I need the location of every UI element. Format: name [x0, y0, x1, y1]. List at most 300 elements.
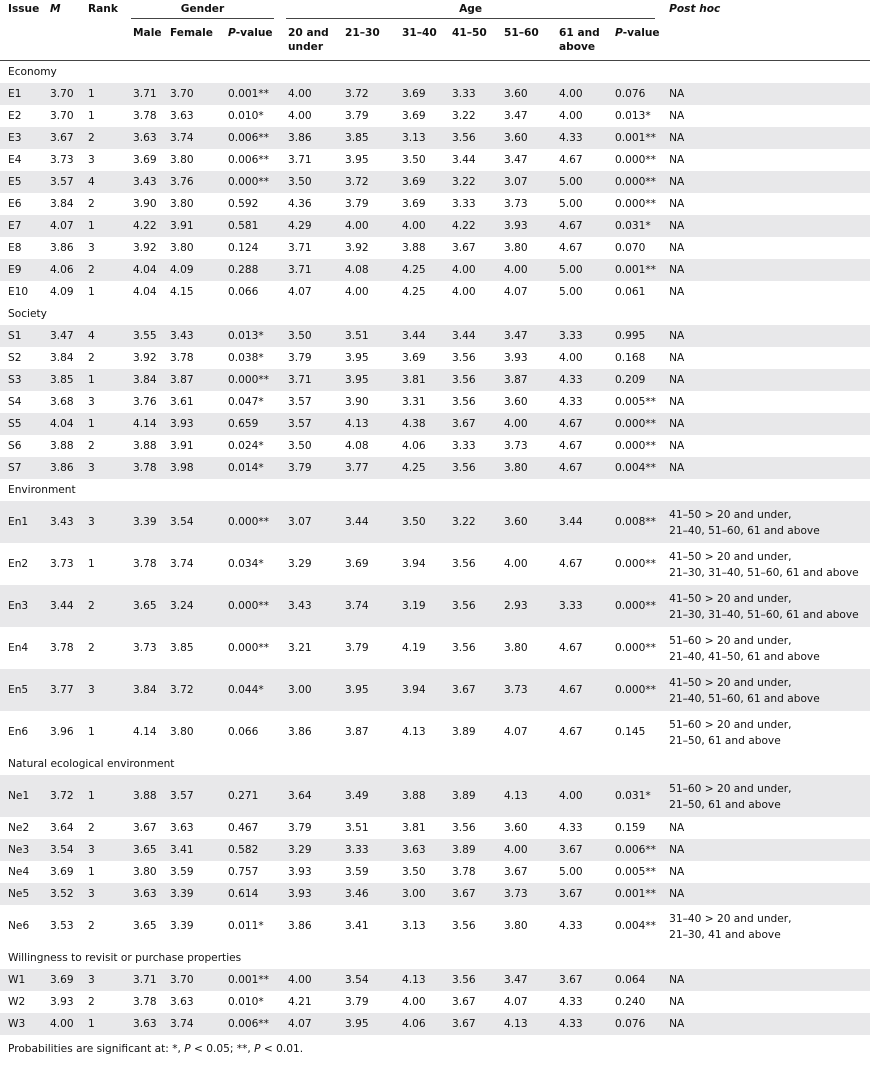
cell-gender-p: 0.044*	[220, 669, 280, 711]
cell-age-61-above: 3.67	[551, 839, 607, 861]
cell-age-p: 0.240	[615, 996, 646, 1008]
cell-mean: 3.70	[42, 83, 80, 105]
cell-male: 3.55	[125, 325, 162, 347]
table-row	[0, 347, 870, 369]
cell-rank: 2	[88, 440, 95, 452]
cell-male: 3.78	[133, 110, 157, 122]
cell-age-p: 0.001**	[607, 883, 661, 905]
cell-age-41-50: 3.67	[452, 242, 476, 254]
section-title: Environment	[0, 479, 870, 501]
table-row	[0, 215, 870, 237]
cell-rank: 1	[88, 558, 95, 570]
cell-female: 3.91	[162, 215, 220, 237]
cell-age-41-50: 3.33	[452, 198, 476, 210]
cell-age-31-40: 3.69	[394, 83, 444, 105]
cell-age-41-50: 3.78	[452, 866, 476, 878]
cell-rank: 2	[88, 352, 95, 364]
post-hoc-line: NA	[669, 396, 685, 408]
cell-male: 3.80	[133, 866, 157, 878]
cell-rank: 3	[80, 457, 125, 479]
cell-issue: En2	[8, 558, 29, 570]
cell-age-20-under: 3.29	[288, 558, 312, 570]
header-line: under	[288, 41, 324, 53]
p-suffix: -value	[622, 27, 660, 39]
cell-age-31-40: 3.63	[394, 839, 444, 861]
cell-age-61-above: 4.67	[551, 669, 607, 711]
p-letter: P	[228, 27, 236, 39]
cell-age-20-under: 4.00	[280, 969, 337, 991]
cell-issue: E10	[8, 286, 29, 298]
cell-age-20-under: 3.93	[288, 866, 312, 878]
cell-gender-p: 0.757	[228, 866, 259, 878]
post-hoc-line: NA	[669, 286, 685, 298]
cell-rank: 1	[88, 866, 95, 878]
cell-age-41-50: 3.56	[452, 396, 476, 408]
cell-age-20-under: 3.71	[280, 369, 337, 391]
cell-issue: Ne5	[0, 883, 42, 905]
cell-age-21-30: 3.54	[337, 969, 394, 991]
cell-age-61-above: 5.00	[551, 259, 607, 281]
cell-mean: 3.64	[50, 822, 74, 834]
cell-mean: 3.84	[50, 198, 74, 210]
post-hoc-line: 41–50 > 20 and under,	[669, 509, 792, 521]
cell-age-21-30: 3.95	[337, 1013, 394, 1035]
cell-issue: S6	[8, 440, 22, 452]
cell-age-20-under: 3.43	[280, 585, 337, 627]
cell-age-p: 0.013*	[615, 110, 651, 122]
cell-rank: 1	[80, 775, 125, 817]
section-title: Society	[0, 303, 870, 325]
cell-mean: 4.06	[42, 259, 80, 281]
cell-age-41-50: 3.33	[452, 440, 476, 452]
cell-age-61-above: 4.67	[559, 726, 583, 738]
table-row	[0, 969, 870, 991]
section-row	[0, 947, 870, 969]
table-row	[0, 435, 870, 457]
table-row	[0, 127, 870, 149]
cell-female: 3.91	[170, 440, 194, 452]
table-row	[0, 369, 870, 391]
post-hoc-line: 31–40 > 20 and under,	[669, 913, 792, 925]
cell-post-hoc	[661, 817, 870, 839]
cell-rank: 1	[80, 1013, 125, 1035]
table-row	[0, 585, 870, 627]
post-hoc-line: NA	[669, 198, 685, 210]
section-title: Willingness to revisit or purchase properties	[0, 947, 870, 969]
cell-age-p: 0.064	[607, 969, 661, 991]
cell-female: 3.98	[162, 457, 220, 479]
cell-post-hoc	[661, 281, 870, 303]
cell-age-41-50: 3.56	[444, 585, 496, 627]
cell-age-31-40: 3.31	[402, 396, 426, 408]
cell-mean: 3.86	[42, 457, 80, 479]
cell-age-41-50: 3.22	[444, 171, 496, 193]
cell-issue: S5	[0, 413, 42, 435]
cell-issue: E3	[0, 127, 42, 149]
cell-mean: 3.73	[50, 154, 74, 166]
cell-male: 3.39	[125, 501, 162, 543]
cell-age-51-60: 4.07	[504, 996, 528, 1008]
cell-age-21-30: 3.95	[337, 669, 394, 711]
cell-issue: E8	[8, 242, 22, 254]
cell-rank: 1	[88, 286, 95, 298]
cell-age-61-above: 5.00	[559, 198, 583, 210]
cell-age-21-30: 3.95	[345, 352, 369, 364]
header-age-21-30: 21–30	[337, 23, 394, 61]
cell-age-41-50: 4.22	[444, 215, 496, 237]
cell-age-20-under: 3.07	[280, 501, 337, 543]
cell-rank: 1	[80, 215, 125, 237]
cell-age-41-50: 4.00	[444, 259, 496, 281]
cell-age-41-50: 3.56	[444, 369, 496, 391]
cell-mean: 3.53	[50, 920, 74, 932]
cell-age-20-under: 3.79	[288, 352, 312, 364]
cell-post-hoc	[661, 105, 870, 127]
cell-mean: 3.69	[50, 866, 74, 878]
post-hoc-line: 41–50 > 20 and under,	[669, 677, 792, 689]
cell-post-hoc	[661, 775, 870, 817]
cell-age-21-30: 3.90	[345, 396, 369, 408]
cell-age-31-40: 3.88	[394, 775, 444, 817]
cell-issue: Ne4	[8, 866, 30, 878]
cell-age-21-30: 4.00	[337, 215, 394, 237]
cell-gender-p: 0.000**	[220, 171, 280, 193]
cell-age-31-40: 3.88	[402, 242, 426, 254]
header-age-61-above	[551, 23, 607, 61]
section-row	[0, 753, 870, 775]
cell-mean: 3.57	[42, 171, 80, 193]
cell-age-31-40: 4.00	[394, 215, 444, 237]
cell-mean: 3.70	[50, 110, 74, 122]
table-row	[0, 193, 870, 215]
table-row	[0, 281, 870, 303]
cell-gender-p: 0.467	[228, 822, 259, 834]
cell-rank: 1	[80, 83, 125, 105]
cell-age-51-60: 3.60	[504, 822, 528, 834]
cell-age-61-above: 4.67	[551, 413, 607, 435]
cell-male: 3.78	[133, 558, 157, 570]
cell-age-21-30: 3.72	[337, 171, 394, 193]
footnote-text: Probabilities are significant at: *,	[8, 1043, 185, 1055]
cell-male: 3.88	[125, 775, 162, 817]
cell-male: 4.04	[133, 286, 157, 298]
cell-age-21-30: 3.49	[337, 775, 394, 817]
cell-age-41-50: 3.89	[444, 839, 496, 861]
cell-age-p: 0.076	[607, 1013, 661, 1035]
cell-male: 3.71	[125, 969, 162, 991]
cell-age-31-40: 3.50	[402, 866, 426, 878]
section-title: Economy	[0, 61, 870, 84]
cell-mean: 3.54	[42, 839, 80, 861]
cell-mean: 4.07	[42, 215, 80, 237]
header-mean: M	[42, 0, 80, 23]
cell-female: 3.85	[170, 642, 194, 654]
cell-age-61-above: 4.33	[559, 396, 583, 408]
cell-female: 3.63	[170, 110, 194, 122]
post-hoc-line: NA	[669, 154, 685, 166]
cell-age-p: 0.005**	[615, 396, 656, 408]
footnote-text: < 0.05; **,	[190, 1043, 255, 1055]
table-row	[0, 991, 870, 1013]
cell-age-20-under: 3.79	[280, 457, 337, 479]
cell-age-41-50: 3.56	[444, 969, 496, 991]
cell-post-hoc	[661, 171, 870, 193]
cell-age-21-30: 3.79	[345, 110, 369, 122]
p-letter: P	[615, 27, 623, 39]
cell-age-20-under: 3.93	[280, 883, 337, 905]
post-hoc-line: NA	[669, 1018, 685, 1030]
cell-issue: E1	[0, 83, 42, 105]
table-body	[0, 61, 870, 1036]
cell-age-61-above: 4.67	[559, 558, 583, 570]
post-hoc-line: NA	[669, 132, 685, 144]
cell-age-21-30: 4.13	[337, 413, 394, 435]
cell-age-51-60: 4.00	[504, 558, 528, 570]
cell-female: 3.74	[170, 558, 194, 570]
header-age-31-40: 31–40	[394, 23, 444, 61]
cell-female: 3.70	[162, 969, 220, 991]
cell-male: 3.84	[125, 669, 162, 711]
cell-age-20-under: 3.71	[288, 154, 312, 166]
cell-post-hoc	[661, 325, 870, 347]
cell-gender-p: 0.000**	[220, 585, 280, 627]
section-title: Natural ecological environment	[0, 753, 870, 775]
cell-age-31-40: 4.25	[394, 259, 444, 281]
cell-age-31-40: 3.44	[394, 325, 444, 347]
cell-gender-p: 0.000**	[228, 642, 269, 654]
cell-age-20-under: 3.50	[280, 171, 337, 193]
cell-age-31-40: 3.13	[402, 920, 426, 932]
cell-age-20-under: 3.71	[288, 242, 312, 254]
cell-age-20-under: 3.50	[280, 325, 337, 347]
cell-gender-p: 0.592	[228, 198, 259, 210]
cell-post-hoc	[661, 83, 870, 105]
cell-mean: 3.68	[50, 396, 74, 408]
cell-age-21-30: 3.79	[345, 996, 369, 1008]
cell-issue: S7	[0, 457, 42, 479]
cell-age-20-under: 3.57	[280, 413, 337, 435]
cell-age-61-above: 4.67	[559, 642, 583, 654]
cell-age-61-above: 4.67	[559, 242, 583, 254]
cell-gender-p: 0.006**	[228, 154, 269, 166]
cell-age-51-60: 3.80	[504, 242, 528, 254]
cell-mean: 3.85	[42, 369, 80, 391]
header-blank	[661, 23, 870, 61]
cell-female: 3.80	[170, 154, 194, 166]
cell-age-21-30: 3.95	[337, 369, 394, 391]
table-row	[0, 413, 870, 435]
table-row	[0, 817, 870, 839]
cell-female: 3.80	[170, 198, 194, 210]
cell-age-p: 0.000**	[615, 440, 656, 452]
header-gender-p-value	[220, 23, 280, 61]
cell-age-20-under: 4.00	[288, 110, 312, 122]
footnote-p: P	[254, 1043, 261, 1055]
header-age-group	[280, 0, 661, 23]
cell-rank: 3	[80, 883, 125, 905]
cell-male: 3.90	[133, 198, 157, 210]
cell-age-31-40: 4.25	[402, 286, 426, 298]
cell-age-61-above: 3.33	[551, 585, 607, 627]
cell-age-p: 0.005**	[615, 866, 656, 878]
cell-female: 3.70	[162, 83, 220, 105]
cell-age-51-60: 3.73	[496, 669, 551, 711]
cell-gender-p: 0.614	[220, 883, 280, 905]
cell-issue: S4	[8, 396, 22, 408]
header-issue: Issue	[0, 0, 42, 23]
cell-age-21-30: 3.72	[337, 83, 394, 105]
post-hoc-line: 41–50 > 20 and under,	[669, 593, 792, 605]
table-row	[0, 543, 870, 585]
post-hoc-line: 21–40, 41–50, 61 and above	[669, 651, 820, 663]
cell-male: 4.14	[133, 726, 157, 738]
cell-male: 3.67	[133, 822, 157, 834]
cell-age-41-50: 3.44	[444, 325, 496, 347]
cell-post-hoc	[661, 259, 870, 281]
header-blank	[80, 23, 125, 61]
cell-post-hoc	[661, 905, 870, 947]
cell-age-41-50: 3.67	[444, 669, 496, 711]
cell-issue: En3	[0, 585, 42, 627]
cell-issue: E4	[8, 154, 22, 166]
cell-post-hoc	[661, 839, 870, 861]
cell-female: 3.80	[170, 726, 194, 738]
cell-age-p: 0.031*	[607, 775, 661, 817]
cell-age-p: 0.000**	[615, 558, 656, 570]
cell-mean: 3.69	[42, 969, 80, 991]
cell-age-51-60: 4.00	[496, 413, 551, 435]
cell-issue: E6	[8, 198, 22, 210]
cell-age-41-50: 3.33	[444, 83, 496, 105]
footnote-p: P	[184, 1043, 191, 1055]
cell-female: 3.80	[170, 242, 194, 254]
cell-mean: 3.84	[50, 352, 74, 364]
cell-mean: 3.47	[42, 325, 80, 347]
cell-male: 3.78	[133, 996, 157, 1008]
cell-post-hoc	[661, 193, 870, 215]
cell-age-31-40: 3.50	[394, 501, 444, 543]
cell-rank: 2	[80, 259, 125, 281]
cell-age-p: 0.008**	[607, 501, 661, 543]
post-hoc-line: NA	[669, 352, 685, 364]
cell-age-41-50: 3.44	[452, 154, 476, 166]
cell-age-61-above: 4.33	[559, 920, 583, 932]
cell-post-hoc	[661, 543, 870, 585]
post-hoc-line: NA	[669, 88, 685, 100]
cell-post-hoc	[661, 237, 870, 259]
cell-gender-p: 0.047*	[228, 396, 264, 408]
cell-gender-p: 0.034*	[228, 558, 264, 570]
table-row	[0, 861, 870, 883]
cell-age-51-60: 3.60	[496, 83, 551, 105]
cell-age-20-under: 4.21	[288, 996, 312, 1008]
header-post-hoc: Post hoc	[661, 0, 870, 23]
cell-post-hoc	[661, 215, 870, 237]
cell-age-21-30: 3.95	[345, 154, 369, 166]
cell-age-31-40: 4.06	[394, 1013, 444, 1035]
cell-age-21-30: 4.08	[345, 440, 369, 452]
cell-age-21-30: 3.51	[337, 325, 394, 347]
cell-post-hoc	[661, 391, 870, 413]
cell-male: 3.65	[125, 839, 162, 861]
header-male: Male	[125, 23, 162, 61]
cell-age-20-under: 3.71	[280, 259, 337, 281]
post-hoc-line: NA	[669, 220, 685, 232]
cell-rank: 1	[88, 726, 95, 738]
table-row	[0, 711, 870, 753]
cell-age-51-60: 3.47	[504, 110, 528, 122]
post-hoc-line: 21–40, 51–60, 61 and above	[669, 693, 820, 705]
cell-rank: 3	[80, 969, 125, 991]
cell-age-61-above: 4.33	[551, 127, 607, 149]
post-hoc-line: NA	[669, 866, 685, 878]
table-row	[0, 105, 870, 127]
cell-age-41-50: 3.56	[452, 920, 476, 932]
cell-post-hoc	[661, 347, 870, 369]
cell-age-20-under: 3.86	[280, 127, 337, 149]
post-hoc-line: NA	[669, 844, 685, 856]
cell-age-p: 0.000**	[607, 171, 661, 193]
cell-age-61-above: 4.67	[559, 154, 583, 166]
cell-age-p: 0.070	[615, 242, 646, 254]
cell-age-61-above: 4.67	[551, 215, 607, 237]
cell-female: 3.24	[162, 585, 220, 627]
cell-gender-p: 0.006**	[220, 1013, 280, 1035]
cell-female: 3.72	[162, 669, 220, 711]
header-age-20-under	[280, 23, 337, 61]
cell-age-20-under: 3.57	[288, 396, 312, 408]
cell-age-41-50: 3.56	[444, 457, 496, 479]
cell-female: 3.63	[170, 822, 194, 834]
cell-post-hoc	[661, 711, 870, 753]
cell-age-20-under: 4.07	[280, 1013, 337, 1035]
cell-age-p: 0.000**	[615, 642, 656, 654]
header-line: above	[559, 41, 596, 53]
cell-issue: E5	[0, 171, 42, 193]
cell-age-41-50: 4.00	[452, 286, 476, 298]
cell-gender-p: 0.066	[228, 286, 259, 298]
cell-age-31-40: 3.81	[402, 822, 426, 834]
cell-age-61-above: 4.33	[559, 822, 583, 834]
cell-age-31-40: 3.00	[394, 883, 444, 905]
cell-issue: En5	[0, 669, 42, 711]
cell-male: 4.22	[125, 215, 162, 237]
cell-male: 3.65	[133, 920, 157, 932]
cell-age-41-50: 3.22	[444, 501, 496, 543]
cell-age-20-under: 4.00	[280, 83, 337, 105]
cell-mean: 3.78	[50, 642, 74, 654]
cell-age-20-under: 4.36	[288, 198, 312, 210]
cell-age-61-above: 3.33	[551, 325, 607, 347]
cell-rank: 3	[80, 669, 125, 711]
cell-age-31-40: 3.13	[394, 127, 444, 149]
cell-age-21-30: 3.51	[345, 822, 369, 834]
cell-age-31-40: 4.38	[394, 413, 444, 435]
header-rank: Rank	[80, 0, 125, 23]
cell-rank: 4	[80, 171, 125, 193]
cell-age-51-60: 4.00	[496, 259, 551, 281]
cell-gender-p: 0.038*	[228, 352, 264, 364]
table-row	[0, 627, 870, 669]
cell-age-p: 0.031*	[607, 215, 661, 237]
cell-female: 3.41	[162, 839, 220, 861]
cell-age-p: 0.000**	[615, 154, 656, 166]
post-hoc-line: NA	[669, 176, 685, 188]
cell-age-31-40: 3.50	[402, 154, 426, 166]
cell-age-41-50: 3.67	[444, 1013, 496, 1035]
cell-rank: 2	[80, 585, 125, 627]
cell-age-51-60: 4.07	[504, 726, 528, 738]
